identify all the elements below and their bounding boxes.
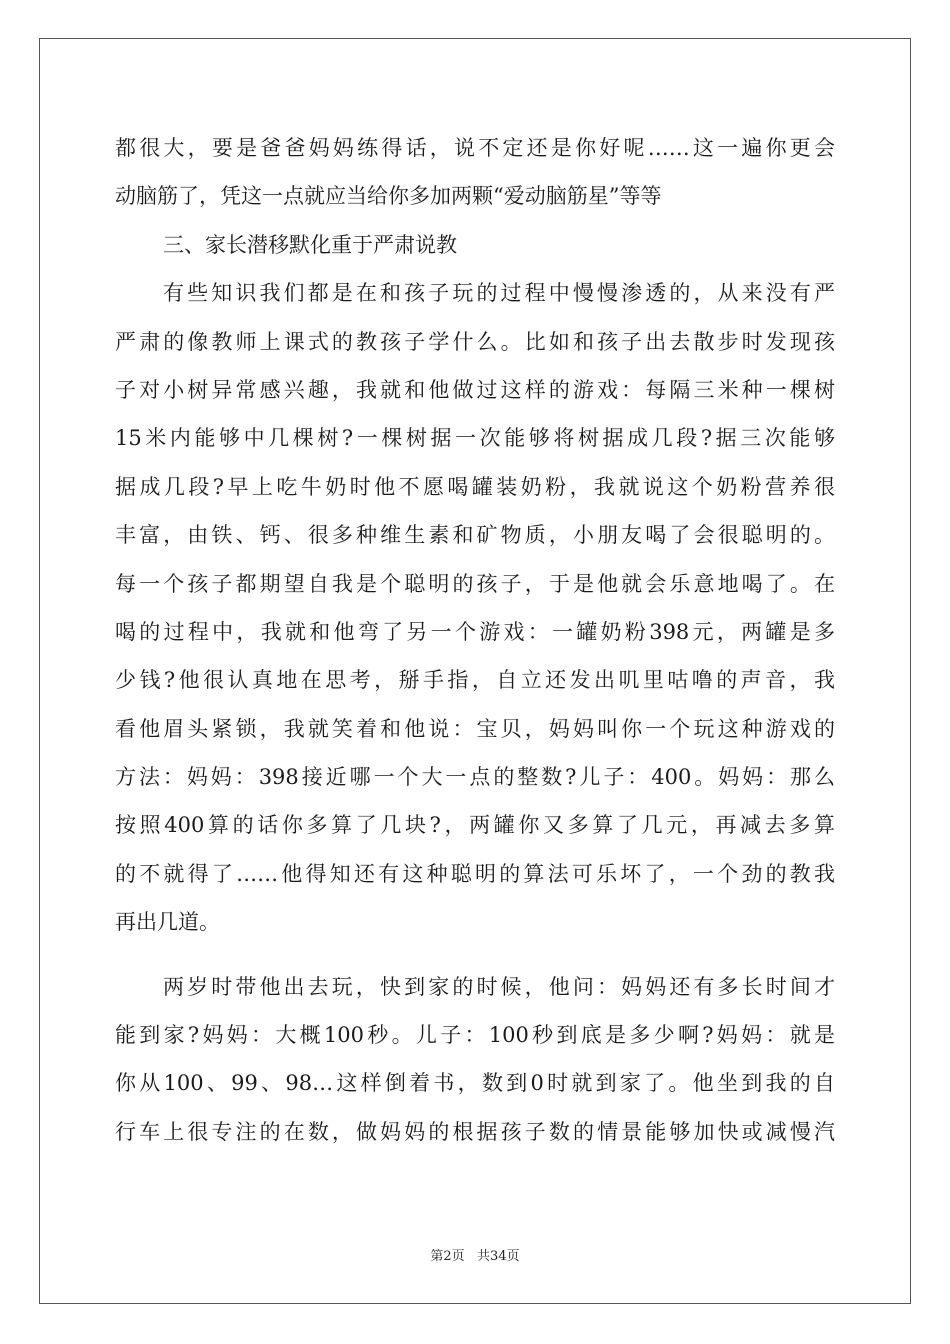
text-line: 喝的过程中，我就和他弯了另一个游戏：一罐奶粉398元，两罐是多 — [115, 619, 835, 644]
paragraph-gap — [115, 947, 835, 963]
text-line: 都很大，要是爸爸妈妈练得话，说不定还是你好呢……这一遍你更会 — [115, 136, 835, 160]
text-line: 能到家?妈妈：大概100秒。儿子：100秒到底是多少啊?妈妈：就是 — [115, 1023, 835, 1048]
text-line: 有些知识我们都是在和孩子玩的过程中慢慢渗透的，从来没有严 — [163, 281, 835, 306]
text-line: 方法：妈妈：398接近哪一个大一点的整数?儿子：400。妈妈：那么 — [115, 765, 835, 790]
text-line: 按照400算的话你多算了几块?，两罐你又多算了几元，再减去多算 — [115, 813, 835, 838]
text-line: 丰富，由铁、钙、很多种维生素和矿物质，小朋友喝了会很聪明的。 — [115, 523, 835, 548]
text-line: 严肃的像教师上课式的教孩子学什么。比如和孩子出去散步时发现孩 — [115, 329, 835, 354]
paragraph-3 — [115, 963, 835, 1157]
text-line: 再出几道。 — [115, 910, 220, 935]
text-line: 15米内能够中几棵树?一棵树据一次能够将树据成几段?据三次能够 — [115, 426, 835, 451]
text-line: 你从100、99、98…这样倒着书，数到0时就到家了。他坐到我的自 — [115, 1071, 835, 1096]
text-line: 少钱?他很认真地在思考，掰手指，自立还发出叽里咕噜的声音，我 — [115, 668, 835, 693]
text-line: 子对小树异常感兴趣，我就和他做过这样的游戏：每隔三米种一棵树 — [115, 377, 835, 402]
section-heading: 三、家长潜移默化重于严肃说教 — [163, 232, 457, 257]
paragraph-2 — [115, 269, 835, 946]
page-number-footer: 第2页 共34页 — [430, 1249, 520, 1264]
text-line: 的不就得了……他得知还有这种聪明的算法可乐坏了，一个劲的教我 — [115, 861, 835, 886]
paragraph-1 — [115, 124, 835, 221]
text-line: 每一个孩子都期望自我是个聪明的孩子，于是他就会乐意地喝了。在 — [115, 571, 835, 596]
text-line: 看他眉头紧锁，我就笑着和他说：宝贝，妈妈叫你一个玩这种游戏的 — [115, 716, 835, 741]
document-body — [115, 124, 835, 1156]
text-line: 行车上很专注的在数，做妈妈的根据孩子数的情景能够加快或减慢汽 — [115, 1119, 835, 1144]
text-line: 据成几段?早上吃牛奶时他不愿喝罐装奶粉，我就说这个奶粉营养很 — [115, 474, 835, 499]
text-line: 动脑筋了，凭这一点就应当给你多加两颗“爱动脑筋星”等等 — [115, 184, 662, 209]
text-line: 两岁时带他出去玩，快到家的时候，他问：妈妈还有多长时间才 — [163, 974, 835, 999]
